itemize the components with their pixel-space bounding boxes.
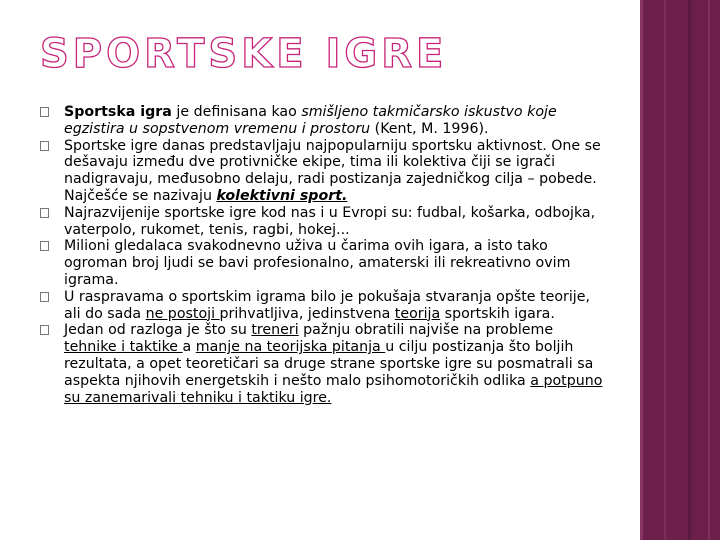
bullet-text: ne postoji (145, 305, 220, 322)
bullet-text: Milioni gledalaca svakodnevno uživa u čarima ovih igara, a isto tako ogroman broj ljudi se bavi profesionalno, amaterski ili rekreativno ovim igrama. (64, 238, 571, 288)
bullet-text: treneri (251, 322, 299, 339)
slide-title: SPORTSKE IGRE (40, 31, 448, 77)
bullet-text: manje na teorijska pitanja (195, 339, 386, 356)
bullet-text: a (182, 339, 196, 356)
sidebar-stripe (664, 0, 666, 540)
bullet-item (40, 289, 605, 323)
sidebar-stripe (640, 0, 643, 540)
bullet-item (40, 238, 605, 288)
bullet-text: Najrazvijenije sportske igre kod nas i u Evropi su: fudbal, košarka, odbojka, vaterpolo, rukomet, tenis, ragbi, hokej... (64, 204, 596, 238)
bullet-text: a potpuno su zanemarivali tehniku i taktiku igre. (64, 372, 603, 406)
bullet-text: smišljeno takmičarsko iskustvo koje egzistira u sopstvenom vremenu i prostoru (64, 104, 557, 137)
bullet-text: teorija (394, 305, 441, 322)
bullet-box-icon (40, 141, 49, 151)
bullet-text: Jedan od razloga je što su (64, 322, 252, 339)
bullet-item (40, 104, 605, 138)
sidebar-stripe (708, 0, 710, 540)
bullet-text: kolektivni sport. (216, 187, 348, 204)
bullet-item (40, 322, 605, 406)
bullet-text: (Kent, M. 1996). (370, 120, 489, 137)
bullet-box-icon (40, 241, 49, 251)
bullet-text: u cilju postizanja što boljih rezultata, a opet teoretičari sa druge strane sportske igre su posmatrali sa aspekta njihovih energetskih i nešto malo psihomotoričkih odlika (64, 339, 594, 389)
bullet-text: je definisana kao (171, 104, 302, 120)
bullet-text: prihvatljiva, jedinstvena (219, 305, 395, 322)
bullet-text: Sportska igra (64, 104, 172, 120)
bullet-item (40, 205, 605, 239)
bullet-text: pažnju obratili najviše na probleme (298, 322, 554, 339)
bullet-box-icon (40, 107, 49, 117)
bullet-text: U raspravama o sportskim igrama bilo je pokušaja stvaranja opšte teorije, ali do sada (64, 288, 590, 322)
bullet-box-icon (40, 292, 49, 302)
bullet-box-icon (40, 325, 49, 335)
bullet-item (40, 138, 605, 205)
bullet-text: Sportske igre danas predstavljaju najpopularniju sportsku aktivnost. One se dešavaju između dve protivničke ekipe, tima ili kolektiva čiji se igrači nadigravaju, međusobno delaju, radi postizanja zajedničkog cilja – pobede. Najčešće se nazivaju (64, 137, 601, 204)
bullet-box-icon (40, 208, 49, 218)
bullet-text: sportskih igara. (440, 305, 555, 322)
bullet-text: tehnike i taktike (64, 339, 183, 356)
sidebar-stripe (688, 0, 691, 540)
bullet-list (40, 104, 605, 406)
